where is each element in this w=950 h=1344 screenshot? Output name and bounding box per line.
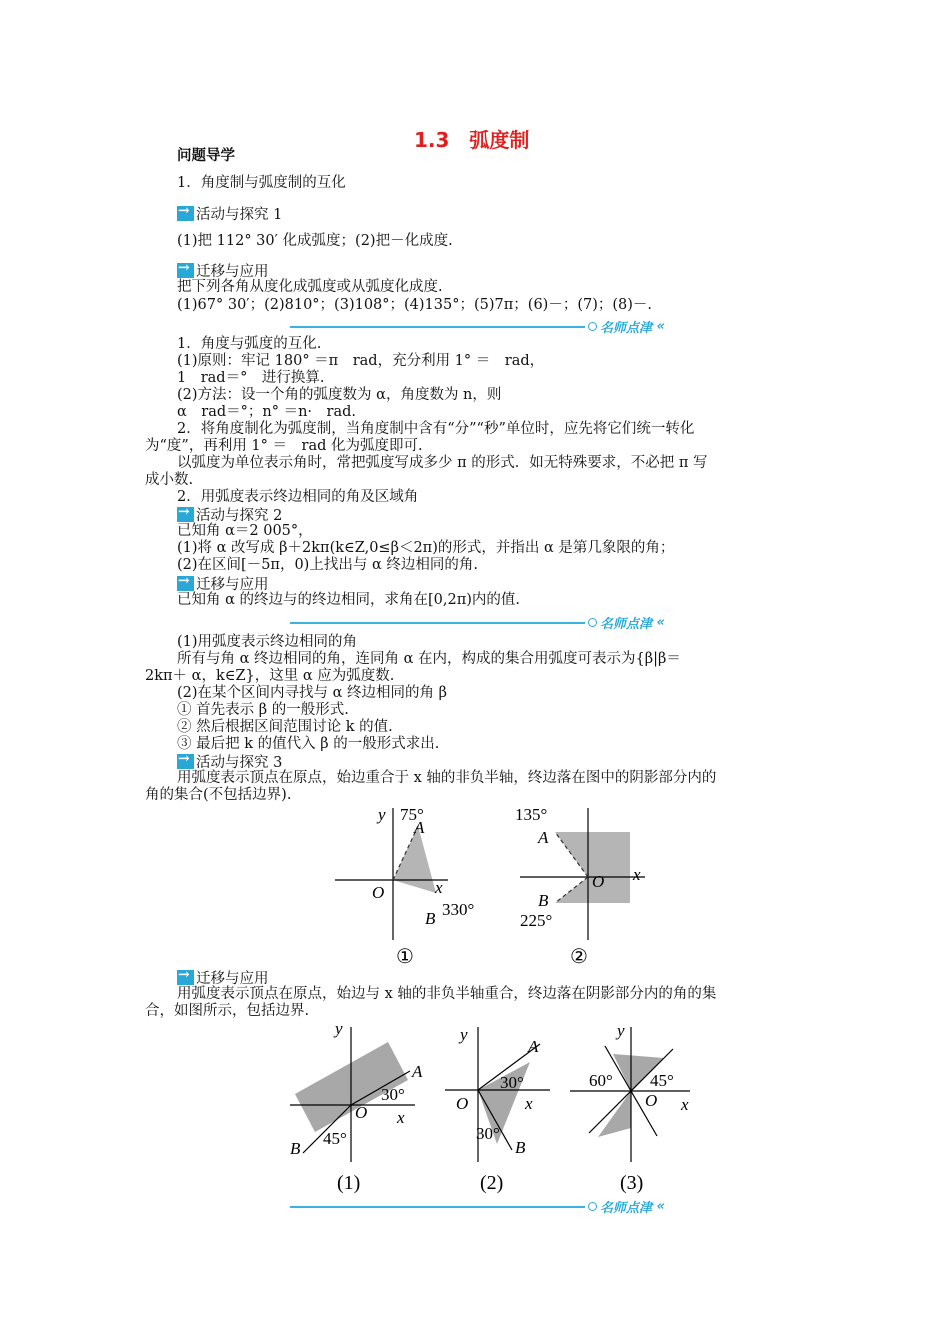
activity-label-3: → 活动与探究 3 [177, 753, 282, 770]
note-1-2: 1 rad＝° 进行换算. [177, 370, 325, 386]
activity-3-line-1: 角的集合(不包括边界). [145, 787, 292, 803]
note-2-3: (2)在某个区间内寻找与 α 终边相同的角 β [177, 685, 448, 701]
part1-heading: 1．角度制与弧度制的互化 [177, 175, 346, 191]
angle-30b-label: 30° [476, 1124, 500, 1143]
arrow-icon [177, 507, 194, 522]
figure-caption-4: (2) [480, 1172, 504, 1194]
point-b-label: B [515, 1138, 526, 1157]
angle-45-label: 45° [650, 1071, 674, 1090]
note-1-6: 为“度”，再利用 1° ＝ rad 化为弧度即可. [145, 438, 423, 454]
circle-icon [588, 618, 597, 627]
activity-text-1: (1)把 112° 30′ 化成弧度；(2)把－化成度. [177, 233, 453, 249]
figure-caption-2: ② [570, 946, 588, 968]
transfer-3-line-1: 合，如图所示，包括边界. [145, 1003, 310, 1019]
separator-line [290, 622, 585, 624]
figure-region-2 [440, 1012, 560, 1197]
x-label: x [633, 865, 641, 884]
note-1-8: 成小数. [145, 472, 194, 488]
angle-330-label: 330° [442, 900, 475, 919]
activity-2-line-1: (1)将 α 改写成 β＋2kπ(k∈Z,0≤β＜2π)的形式，并指出 α 是第几象限的角； [177, 540, 675, 556]
circle-icon [588, 1202, 597, 1211]
note-1-1: (1)原则：牢记 180° ＝π rad，充分利用 1° ＝ rad， [177, 353, 545, 369]
tip-badge-1: 名师点津 « [588, 316, 665, 336]
point-a-label: A [528, 1037, 539, 1056]
note-1-5: 2．将角度制化为弧度制，当角度制中含有“分”“秒”单位时，应先将它们统一转化 [177, 421, 695, 437]
point-a-label: A [412, 1062, 423, 1081]
shaded-region [555, 832, 630, 903]
x-label: x [397, 1108, 405, 1127]
page-title: 1.3 弧度制 [414, 128, 530, 152]
note-1-4: α rad＝°；n° ＝n· rad. [177, 404, 357, 420]
y-label: y [617, 1021, 625, 1040]
y-label: y [460, 1025, 468, 1044]
arrow-icon [177, 206, 194, 221]
angle-225-label: 225° [520, 911, 553, 930]
origin-label: O [592, 872, 605, 891]
point-b-label: B [290, 1139, 301, 1158]
arrow-icon [177, 263, 194, 278]
activity-2-line-0: 已知角 α＝2 005°， [177, 523, 313, 539]
note-2-6: ③ 最后把 k 的值代入 β 的一般形式求出. [177, 736, 440, 752]
transfer-line-1a: 把下列各角从度化成弧度或从弧度化成度. [177, 279, 443, 295]
note-2-0: (1)用弧度表示终边相同的角 [177, 634, 358, 650]
angle-45-label: 45° [323, 1129, 347, 1148]
note-2-5: ② 然后根据区间范围讨论 k 的值. [177, 719, 393, 735]
activity-2-line-2: (2)在区间[－5π，0)上找出与 α 终边相同的角. [177, 557, 478, 573]
arrow-icon [177, 576, 194, 591]
angle-60-label: 60° [589, 1071, 613, 1090]
transfer-label-3: → 迁移与应用 [177, 969, 269, 986]
x-label: x [435, 878, 443, 897]
note-2-2: 2kπ＋ α，k∈Z}，这里 α 应为弧度数. [145, 668, 395, 684]
origin-label: O [372, 883, 385, 902]
y-label: y [378, 805, 386, 824]
figure-caption-1: ① [396, 946, 414, 968]
section-heading: 问题导学 [177, 147, 235, 164]
separator-line [290, 326, 585, 328]
figure-angle-135-225 [510, 800, 660, 970]
tip-badge-2: 名师点津 « [588, 612, 665, 632]
activity-3-line-0: 用弧度表示顶点在原点，始边重合于 x 轴的非负半轴，终边落在图中的阴影部分内的 [177, 770, 717, 786]
origin-label: O [355, 1103, 368, 1122]
figure-region-3 [565, 1012, 700, 1197]
transfer-3-line-0: 用弧度表示顶点在原点，始边与 x 轴的非负半轴重合，终边落在阴影部分内的角的集 [177, 986, 717, 1002]
angle-30-label: 30° [381, 1085, 405, 1104]
point-b-label: B [538, 891, 549, 910]
x-label: x [681, 1095, 689, 1114]
separator-line [290, 1206, 585, 1208]
circle-icon [588, 322, 597, 331]
note-2-4: ① 首先表示 β 的一般形式. [177, 702, 349, 718]
transfer-label-2: → 迁移与应用 [177, 575, 269, 592]
transfer-label-1: → 迁移与应用 [177, 262, 269, 279]
note-1-3: (2)方法：设一个角的弧度数为 α，角度数为 n，则 [177, 387, 502, 403]
point-b-label: B [425, 909, 436, 928]
angle-135-label: 135° [515, 805, 548, 824]
transfer-text-2: 已知角 α 的终边与的终边相同，求角在[0,2π)内的值. [177, 592, 521, 608]
note-1-0: 1．角度与弧度的互化. [177, 336, 322, 352]
note-2-1: 所有与角 α 终边相同的角，连同角 α 在内，构成的集合用弧度可表示为{β|β＝ [177, 651, 681, 667]
part2-heading: 2．用弧度表示终边相同的角及区域角 [177, 489, 419, 505]
figure-caption-3: (1) [337, 1172, 361, 1194]
activity-label-2: → 活动与探究 2 [177, 506, 282, 523]
tip-badge-3: 名师点津 « [588, 1196, 665, 1216]
x-label: x [525, 1094, 533, 1113]
transfer-line-1b: (1)67° 30′；(2)810°；(3)108°；(4)135°；(5)7π；(6)－；(7)；(8)－. [177, 297, 653, 313]
figure-caption-5: (3) [620, 1172, 644, 1194]
angle-30a-label: 30° [500, 1073, 524, 1092]
figure-angle-75-330 [330, 800, 475, 970]
arrow-icon [177, 970, 194, 985]
point-a-label: A [414, 818, 425, 837]
note-1-7: 以弧度为单位表示角时，常把弧度写成多少 π 的形式．如无特殊要求，不必把 π 写 [177, 455, 708, 471]
point-a-label: A [538, 828, 549, 847]
figure-region-1 [285, 1012, 430, 1197]
arrow-icon [177, 754, 194, 769]
origin-label: O [645, 1091, 658, 1110]
origin-label: O [456, 1094, 469, 1113]
activity-label-1: → 活动与探究 1 [177, 205, 282, 222]
angle-75-label: 75° [400, 805, 424, 824]
y-label: y [335, 1019, 343, 1038]
